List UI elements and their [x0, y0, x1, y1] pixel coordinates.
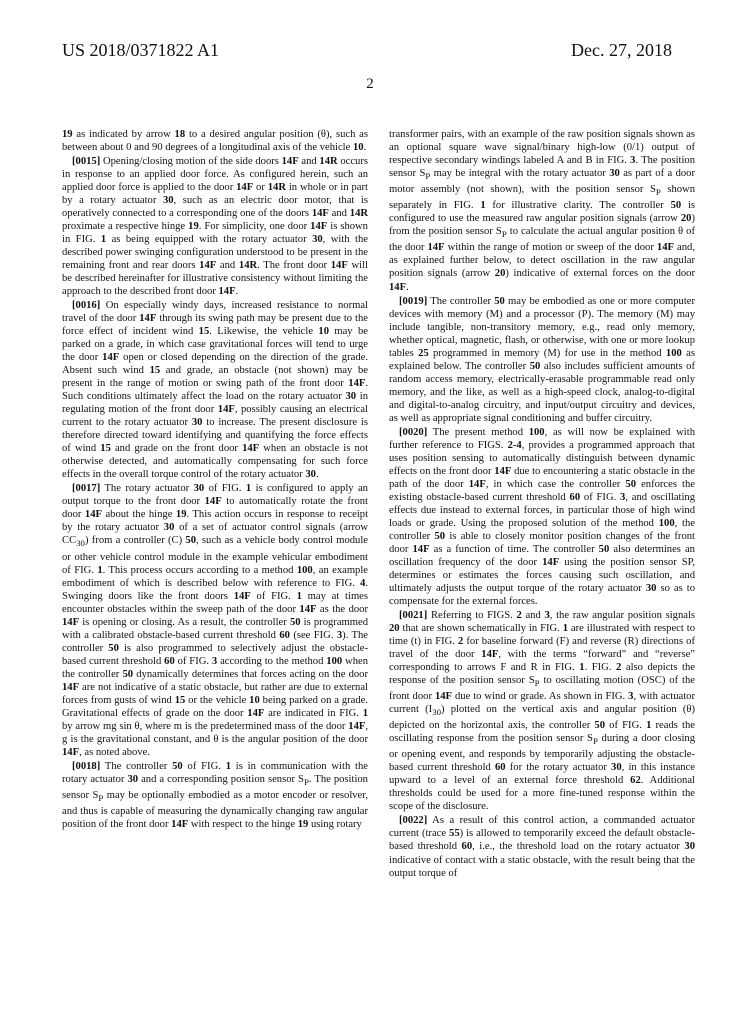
paragraph-left-3: [0017] The rotary actuator 30 of FIG. 1 is configured to apply an output torque to the front door 14F to automatically rotate the front door 14F about the hinge 19. This action occurs in response to receipt by the rotary actuator 30 of a set of actuator control signals (arrow $CC_{30}$) from a controller (C) 50, such as a vehicle body control module or other vehicle control module in the example vehicular embodiment of FIG. 1. This process occurs according to a method 100, an example embodiment of which is described below with reference to FIG. 4. Swinging doors like the front doors 14F of FIG. 1 may at times encounter obstacles within the sweep path of the door 14F as the door 14F is opening or closing. As a result, the controller 50 is programmed with a calibrated obstacle-based current threshold 60 (see FIG. 3). The controller 50 is also programmed to selectively adjust the obstacle-based current threshold 60 of FIG. 3 according to the method 100 when the controller 50 dynamically determines that forces acting on the door 14F are not indicative of a static obstacle, but rather are due to external forces from gusts of wind 15 or the vehicle 10 being parked on a grade. Gravitational effects of grade on the door 14F are indicated in FIG. 1 by arrow mg sin θ, where m is the predetermined mass of the door 14F, g is the gravitational constant, and θ is the angular position of the door 14F, as noted above.: [62, 483, 369, 758]
left-column: [62, 128, 368, 832]
publication-date: Dec. 27, 2018: [571, 40, 672, 60]
patent-number: US 2018/0371822 A1: [62, 40, 220, 60]
paragraph-right-2: [0020] The present method 100, as will now be explained with further reference to FIGS. 2-4, provides a programmed approach that uses position sensing to automatically distinguish between dynamic effects on the front door 14F due to encountering a static obstacle in the path of the door 14F, in which case the controller 50 enforces the existing obstacle-based current threshold 60 of FIG. 3, and oscillating effects due instead to external forces, in particular those of high wind loads or grade. Using the proposed solution of the method 100, the controller 50 is able to closely monitor position changes of the front door 14F as a function of time. The controller 50 also determines an oscillation frequency of the door 14F using the position sensor SP, determines or estimates the forces causing such oscillation, and ultimately adjusts the output torque of the rotary actuator 30 so as to compensate for the external forces.: [389, 426, 696, 607]
right-column: [389, 128, 695, 881]
paragraph-right-0: transformer pairs, with an example of the raw position signals shown as an optional square wave signal/binary high-low (0/1) output of respective secondary windings labeled A and B in FIG. 3. The position sensor $S_P$ may be integral with the rotary actuator 30 as part of a door motor assembly (not shown), with the position sensor $S_P$ shown separately in FIG. 1 for illustrative clarity. The controller 50 is configured to use the measured raw angular position signals (arrow 20) from the position sensor $S_P$ to calculate the actual angular position θ of the door 14F within the range of motion or sweep of the door 14F and, as explained further below, to detect oscillation in the raw angular position signals (arrow 20) indicative of external forces on the door 14F.: [389, 129, 696, 293]
paragraph-left-4: [0018] The controller 50 of FIG. 1 is in communication with the rotary actuator 30 and a corresponding position sensor $S_P$. The position sensor $S_P$ may be optionally embodied as a motor encoder or resolver, and thus is capable of measuring the dynamically changing raw angular position of the front door 14F with respect to the hinge 19 using rotary: [62, 760, 369, 831]
paragraph-left-1: [0015] Opening/closing motion of the side doors 14F and 14R occurs in response to an applied door force. As configured herein, such an applied door force is applied to the door 14F or 14R in whole or in part by a rotary actuator 30, such as an electric door motor, that is operatively connected to a corresponding one of the doors 14F and 14R proximate a respective hinge 19. For simplicity, one door 14F is shown in FIG. 1 as being equipped with the rotary actuator 30, with the described power swinging configuration understood to be present in the remaining front and rear doors 14F and 14R. The front door 14F will be described hereinafter for illustrative consistency without limiting the approach to the described front door 14F.: [62, 156, 369, 298]
page-number: 2: [366, 76, 374, 92]
paragraph-left-2: [0016] On especially windy days, increased resistance to normal travel of the door 14F through its swing path may be present due to the force effect of incident wind 15. Likewise, the vehicle 10 may be parked on a grade, in which case gravitational forces will tend to urge the door 14F open or closed depending on the direction of the grade. Absent such wind 15 and grade, an obstacle (not shown) may be present in the range of motion or swing path of the front door 14F. Such conditions ultimately affect the load on the rotary actuator 30 in regulating motion of the front door 14F, possibly causing an electrical current to the rotary actuator 30 to increase. The present disclosure is therefore directed toward identifying and quantifying the force effects of wind 15 and grade on the front door 14F when an obstacle is not otherwise detected, and automatically compensating for such force effects in the overall torque control of the rotary actuator 30.: [62, 300, 369, 481]
paragraph-right-1: [0019] The controller 50 may be embodied as one or more computer devices with memory (M) and a processor (P). The memory (M) may include tangible, non-transitory memory, e.g., read only memory, whether optical, magnetic, flash, or otherwise, with one or more lookup tables 25 programmed in memory (M) for use in the method 100 as explained below. The controller 50 also includes sufficient amounts of random access memory, electrically-erasable programmable read only memory, and the like, as well as a high-speed clock, analog-to-digital and digital-to-analog circuitry, and input/output circuitry and devices, as well as appropriate signal conditioning and buffer circuitry.: [389, 295, 696, 424]
paragraph-left-0: 19 as indicated by arrow 18 to a desired angular position (θ), such as between about 0 and 90 degrees of a longitudinal axis of the vehicle 10.: [62, 129, 368, 154]
paragraph-right-4: [0022] As a result of this control action, a commanded actuator current (trace 55) is allowed to temporarily exceed the default obstacle-based threshold 60, i.e., the threshold load on the rotary actuator 30 indicative of contact with a static obstacle, with the result being that the output torque of: [389, 815, 695, 879]
paragraph-right-3: [0021] Referring to FIGS. 2 and 3, the raw angular position signals 20 that are shown schematically in FIG. 1 are illustrated with respect to time (t) in FIG. 2 for baseline forward (F) and reverse (R) directions of travel of the door 14F, with the terms “forward” and “reverse” corresponding to arrows F and R in FIG. 1. FIG. 2 also depicts the response of the position sensor $S_P$ to oscillating motion (OSC) of the front door 14F due to wind or grade. As shown in FIG. 3, with actuator current $(I_{30})$ plotted on the vertical axis and angular position (θ) depicted on the horizontal axis, the controller 50 of FIG. 1 reads the oscillating response from the position sensor $S_P$ during a door closing or opening event, and responds by temporarily adjusting the obstacle-based current threshold 60 for the rotary actuator 30, in this instance upward to a level of an external force threshold 62. Additional thresholds could be used for a more fine-tuned response within the scope of the disclosure.: [389, 609, 696, 813]
